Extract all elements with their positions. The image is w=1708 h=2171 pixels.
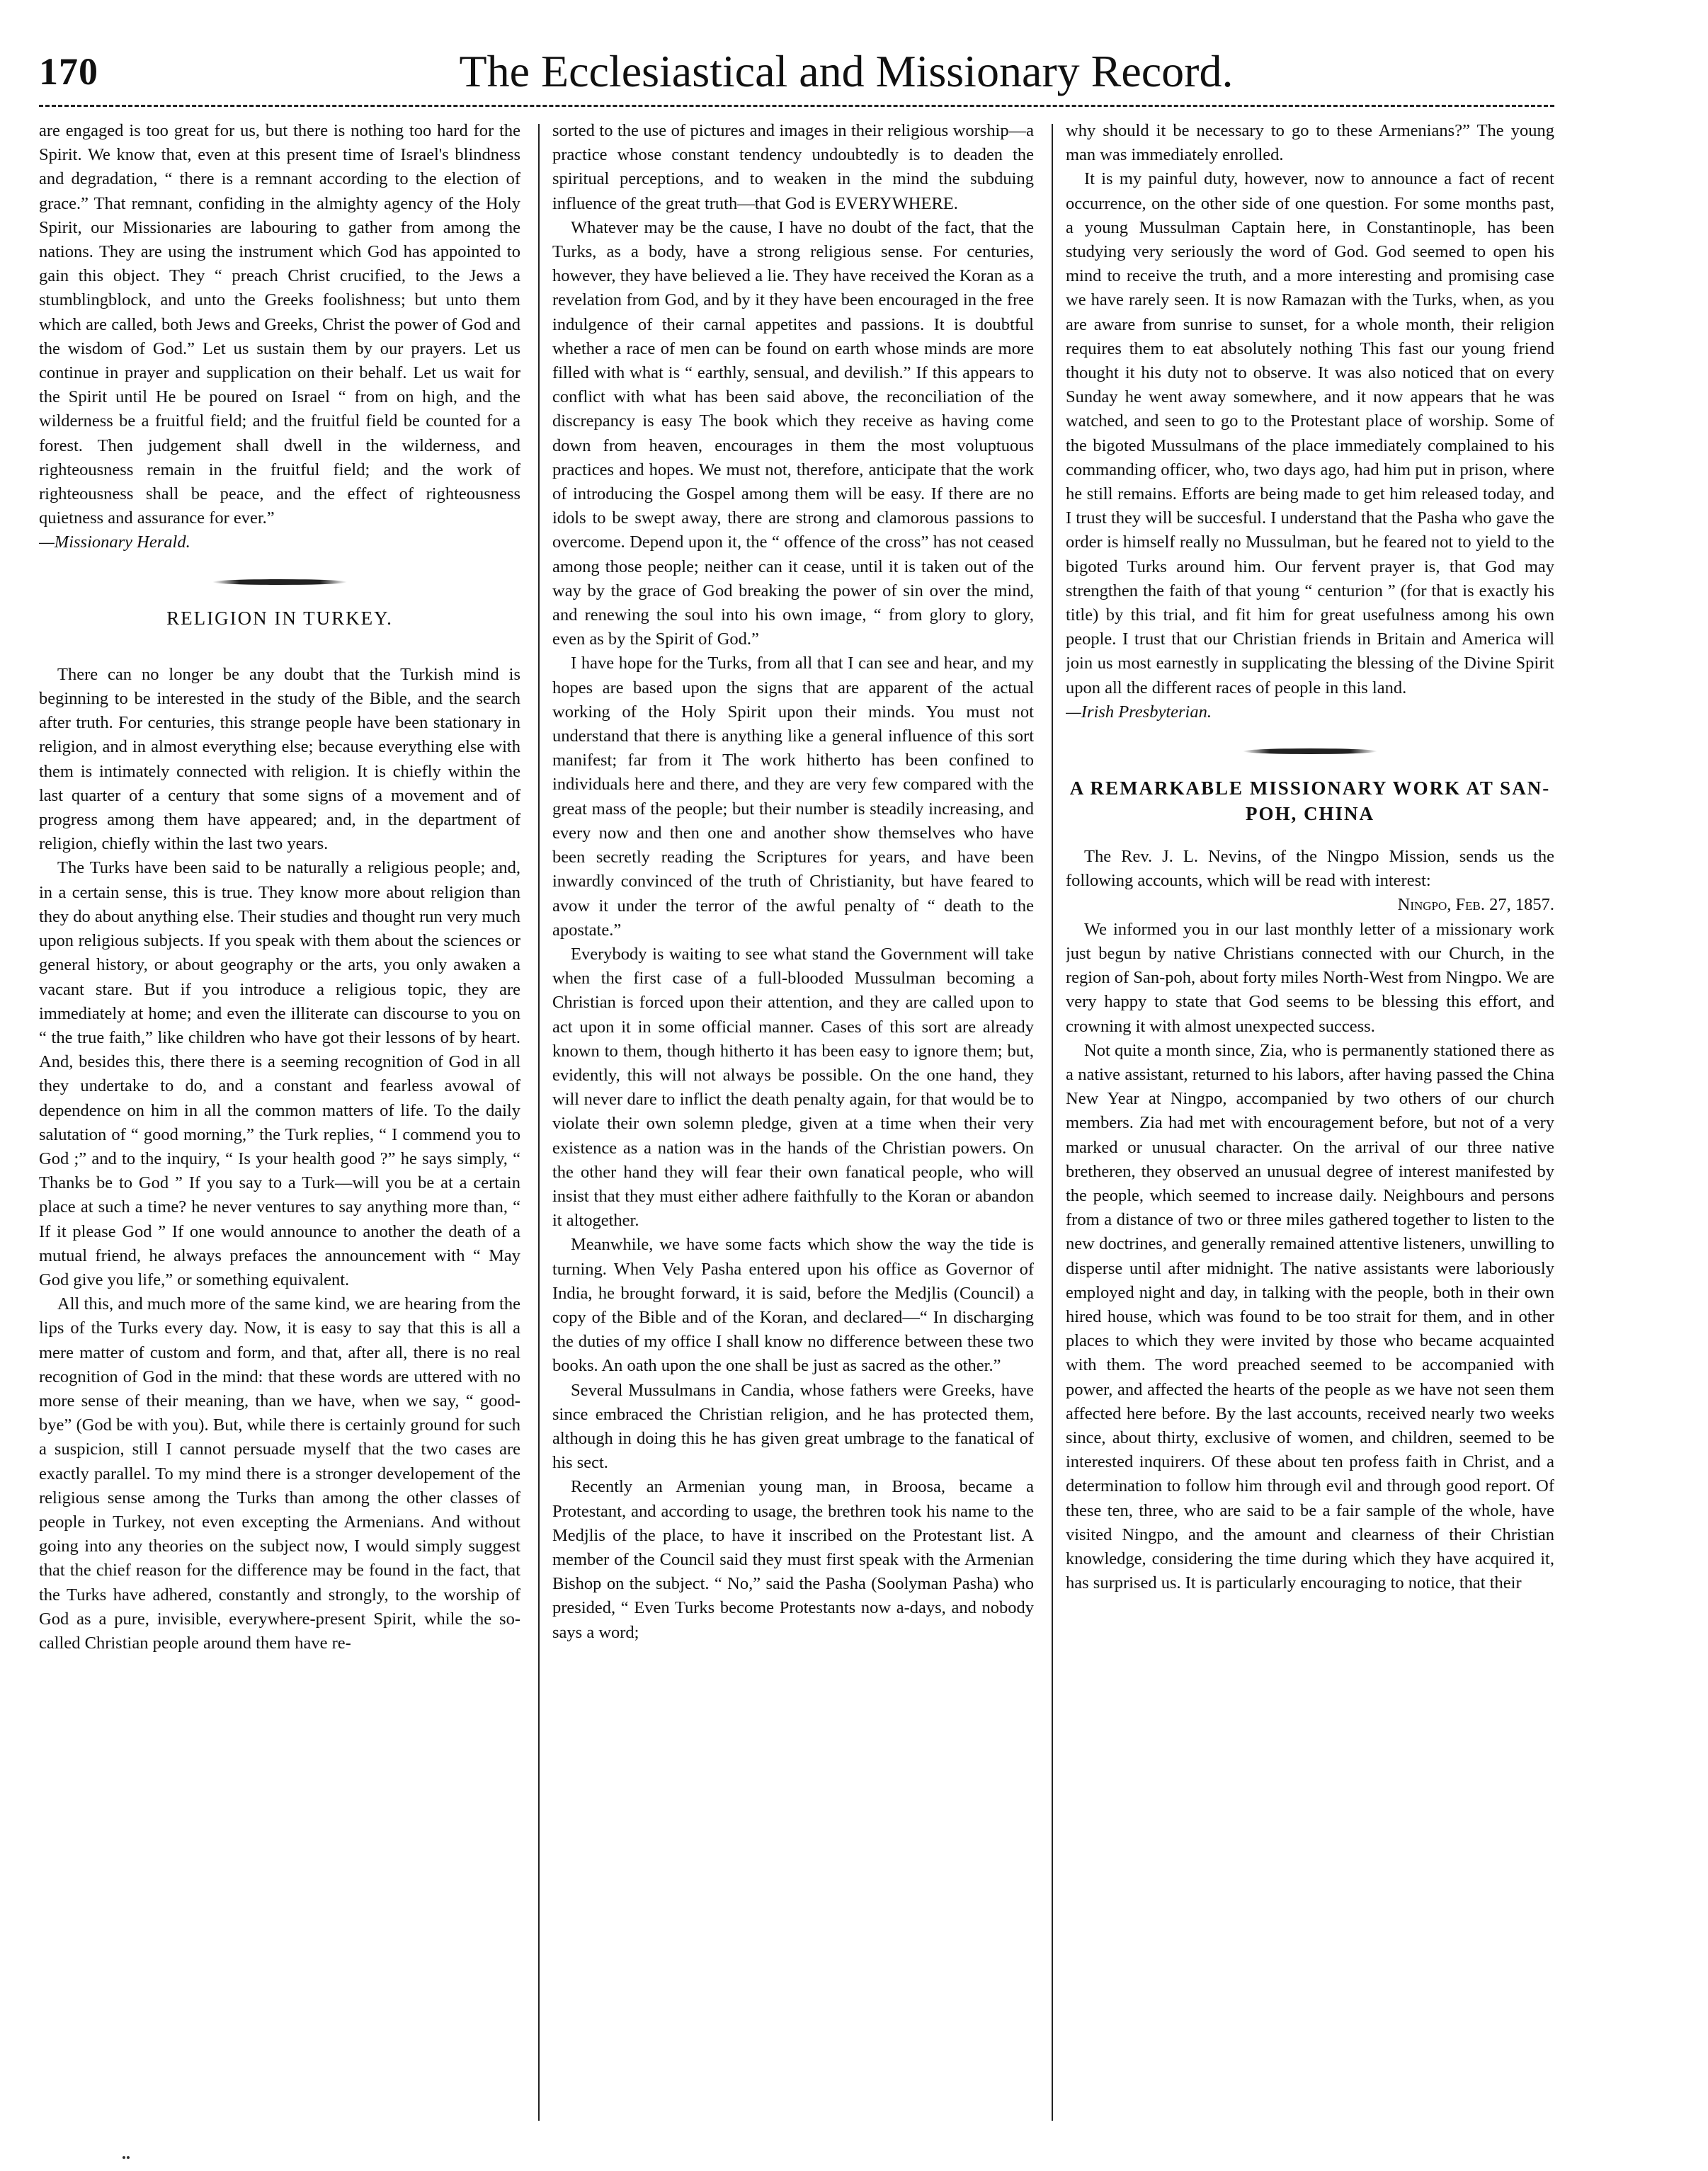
- paragraph: I have hope for the Turks, from all that I can see and hear, and my hopes are based upon the signs that are apparent of the actual working of the Holy Spirit upon their minds. You must not understand that there is anything like a general influence of this sort manifest; far from it The work hitherto has been confined to individuals here and there, and they are very few compared with the great mass of the people; but their number is steadily increasing, and every now and then one and another show themselves who have been secretly reading the Scriptures for years, and have been inwardly convinced of the truth of Christianity, but have feared to avow it under the terror of the awful penalty of “ death to the apostate.”: [552, 654, 1034, 940]
- paragraph: Recently an Armenian young man, in Broosa, became a Protestant, and according to usage, the brethren took his name to the Medjlis of the place, to have it inscribed on the Protestant list. A member of the Council said they must first speak with the Armenian Bishop on the subject. “ No,” said the Pasha (Soolyman Pasha) who presided, “ Even Turks become Protestants now a-days, and nobody says a word;: [552, 1477, 1034, 1642]
- paragraph: It is my painful duty, however, now to announce a fact of recent occurrence, on the other side of one question. For some months past, a young Mussulman Captain here, in Constantinople, has been studying very seriously the word of God. God seemed to open his mind to receive the truth, and a more interesting and promising case we have rarely seen. It is now Ramazan with the Turks, when, as you are aware from sunrise to sunset, for a whole month, their religion requires them to eat absolutely nothing This fast our young friend thought it his duty not to observe. It was also noticed that on every Sunday he went away somewhere, and it now appears that he was watched, and seen to go to the Protestant place of worship. Some of the bigoted Mussulmans of the place immediately complained to his commanding officer, who, two days ago, had him put in prison, where he still remains. Efforts are being made to get him released today, and I trust they will be succesful. I understand that the Pasha who gave the order is himself really no Mussulman, but he feared not to yield to the bigoted Turks around him. Our fervent prayer is, that God may strengthen the faith of that young “ centurion ” (for that is exactly his title) by this trial, and fit him for great usefulness among his own people. I trust that our Christian friends in Britain and America will join us most earnestly in supplicating the blessing of the Divine Spirit upon all the different races of people in this land.: [1066, 169, 1554, 697]
- paragraph: Not quite a month since, Zia, who is permanently stationed there as a native assistant, returned to his labors, after having passed the China New Year at Ningpo, accompanied by two others of our church members. Zia had met with encouragement before, but not of a very marked or unusual character. On the arrival of our three native bretheren, they observed an unusual degree of interest manifested by the people, which seemed to increase daily. Neighbours and persons from a distance of two or three miles gathered together to listen to the new doctrines, and generally remained attentive listeners, unwilling to disperse until after midnight. The native assistants were laboriously employed night and day, in talking with the people, both in their own hired house, which was found to be too strait for them, and in other places to which they were invited by those who became acquainted with them. The word preached seemed to be accompanied with power, and affected the hearts of the people as we have not seen them affected here before. By the last accounts, received nearly two weeks since, about thirty, exclusive of women, and children, seemed to be interested inquirers. Of these about ten profess faith in Christ, and a determination to follow him through evil and through good report. Of these ten, three, who are said to be a fair sample of the whole, have visited Ningpo, and the amount and clearness of their Christian knowledge, considering the time during which they have acquired it, has surprised us. It is particularly encouraging to notice, that their: [1066, 1040, 1554, 1593]
- paragraph: why should it be necessary to go to these Armenians?” The young man was immediately enrolled.: [1066, 121, 1554, 165]
- paragraph: Everybody is waiting to see what stand the Government will take when the first case of a full-blooded Mussulman becoming a Christian is forced upon their attention, and they are called upon to act upon it in some official manner. Cases of this sort are already known to them, though hitherto it has been easy to ignore them; but, evidently, this will not always be possible. On the one hand, they will never dare to inflict the death penalty again, for that would be to violate their own solemn pledge, given at a time when their very existence as a nation was in the hands of the Christian powers. On the other hand they will fear their own fanatical people, who will insist that they must either adhere faithfully to the Koran or abandon it altogether.: [552, 944, 1034, 1231]
- column-3: [1066, 119, 1554, 2130]
- page-number: 170: [39, 50, 98, 93]
- dateline: Ningpo, Feb. 27, 1857.: [1397, 895, 1554, 915]
- source-attribution: —Missionary Herald.: [39, 532, 190, 552]
- column-2: [552, 119, 1034, 2130]
- paragraph: are engaged is too great for us, but there is nothing too hard for the Spirit. We know that, even at this present time of Israel's blindness and degradation, “ there is a remnant according to the election of grace.” That remnant, confiding in the almighty agency of the Holy Spirit, our Missionaries are labouring to gather from among the nations. They are using the instrument which God has appointed to gain this object. They “ preach Christ crucified, to the Jews a stumblingblock, and unto the Greeks foolishness; but unto them which are called, both Jews and Greeks, Christ the power of God and the wisdom of God.” Let us sustain them by our prayers. Let us continue in prayer and supplication on their behalf. Let us wait for the Spirit until He be poured on Israel “ from on high, and the wilderness be a fruitful field; and the fruitful field be counted for a forest. Then judgement shall dwell in the wilderness, and righteousness remain in the fruitful field; and the work of righteousness shall be peace, and the effect of righteousness quietness and assurance for ever.”: [39, 121, 520, 528]
- ornament-divider: [1243, 748, 1377, 754]
- ornament-divider: [212, 579, 347, 585]
- paragraph: There can no longer be any doubt that the Turkish mind is beginning to be interested in the study of the Bible, and the search after truth. For centuries, this strange people have been stationary in religion, and in almost everything else; because everything else with them is intimately connected with religion. It is chiefly within the last quarter of a century that some signs of a movement and of progress among them have appeared; and, in the department of religion, chiefly within the last two years.: [39, 664, 520, 854]
- column-rule-left: [538, 124, 540, 2121]
- paragraph: We informed you in our last monthly letter of a missionary work just begun by native Christians connected with our Church, in the region of San-poh, about forty miles North-West from Ningpo. We are very happy to state that God seems to be blessing this effort, and crowning it with almost unexpected success.: [1066, 919, 1554, 1036]
- masthead: [39, 42, 1554, 106]
- article-heading-san-poh-china: A REMARKABLE MISSIONARY WORK AT SAN-POH, CHINA: [1069, 777, 1551, 825]
- paragraph: sorted to the use of pictures and images in their religious worship—a practice whose constant tendency undoubtedly is to deaden the spiritual perceptions, and to weaken in the mind the subduing influence of the great truth—that God is EVERYWHERE.: [552, 121, 1034, 213]
- paragraph: All this, and much more of the same kind, we are hearing from the lips of the Turks every day. Now, it is easy to say that this is all a mere matter of custom and form, and that, after all, there is no real recognition of God in the mind: that these words are uttered with no more sense of their meaning, than we have, when we say, “ good-bye” (God be with you). But, while there is certainly ground for such a suspicion, still I cannot persuade myself that the two cases are exactly parallel. To my mind there is a stronger developement of the religious sense among the Turks than among the other classes of people in Turkey, not even excepting the Armenians. And without going into any theories on the subject now, I would simply suggest that the chief reason for the difference may be found in the fact, that the Turks have adhered, constantly and strongly, to the worship of God as a pure, invisible, everywhere-present Spirit, while the so-called Christian people around them have re-: [39, 1294, 520, 1653]
- paragraph: Whatever may be the cause, I have no doubt of the fact, that the Turks, as a body, have a strong religious sense. For centuries, however, they have believed a lie. They have received the Koran as a revelation from God, and by it they have been encouraged in the free indulgence of their carnal appetites and passions. It is doubtful whether a race of men can be found on earth whose minds are more filled with what is “ earthly, sensual, and devilish.” If this appears to conflict with what has been said above, the reconciliation of the discrepancy is easy The book which they receive as having come down from heaven, encourages in them the most voluptuous practices and hopes. We must not, therefore, anticipate that the work of introducing the Gospel among them will be easy. If there are no idols to be swept away, there are strong and clamorous passions to overcome. Depend upon it, the “ offence of the cross” has not ceased among those people; neither can it cease, until it is taken out of the way by the grace of God breaking the power of sin over the mind, and renewing the soul into his own image, “ from glory to glory, even as by the Spirit of God.”: [552, 217, 1034, 649]
- masthead-rule: [39, 105, 1554, 107]
- column-rule-right: [1052, 124, 1053, 2121]
- source-attribution: —Irish Presbyterian.: [1066, 702, 1212, 722]
- paragraph: The Rev. J. L. Nevins, of the Ningpo Mission, sends us the following accounts, which will be read with interest:: [1066, 847, 1554, 891]
- paragraph: Several Mussulmans in Candia, whose fathers were Greeks, have since embraced the Christian religion, and he has protected them, although in doing this he has given great umbrage to the fanatical of his sect.: [552, 1380, 1034, 1473]
- page-mark: [123, 2156, 130, 2163]
- journal-title: The Ecclesiastical and Missionary Record.: [459, 46, 1234, 96]
- paragraph: Meanwhile, we have some facts which show the way the tide is turning. When Vely Pasha entered upon his office as Governor of India, he brought forward, it is said, before the Medjlis (Council) a copy of the Bible and of the Koran, and declared—“ In discharging the duties of my office I shall know no difference between these two books. An oath upon the one shall be just as sacred as the other.”: [552, 1235, 1034, 1376]
- article-heading-religion-in-turkey: RELIGION IN TURKEY.: [166, 607, 393, 629]
- paragraph: The Turks have been said to be naturally a religious people; and, in a certain sense, this is true. They know more about religion than they do about anything else. Their studies and thought run very much upon religious subjects. If you speak with them about the sciences or general history, or about geography or the arts, you only awaken a vacant stare. But if you introduce a religious topic, they are immediately at home; and even the illiterate can discourse to you on “ the true faith,” like children who have got their lessons of by heart. And, besides this, there there is a seeming recognition of God in all they undertake to do, and a constant and fearless avowal of dependence on him in all the common matters of life. To the daily salutation of “ good morning,” the Turk replies, “ I commend you to God ;” and to the inquiry, “ Is your health good ?” he says simply, “ Thanks be to God ” If you say to a Turk—will you be at a certain place at such a time? he never ventures to say anything more than, “ If it please God ” If one would announce to another the death of a mutual friend, he always prefaces the announcement with “ May God give you life,” or something equivalent.: [39, 858, 520, 1289]
- column-1: [39, 119, 520, 2130]
- newspaper-page: [39, 42, 1554, 2153]
